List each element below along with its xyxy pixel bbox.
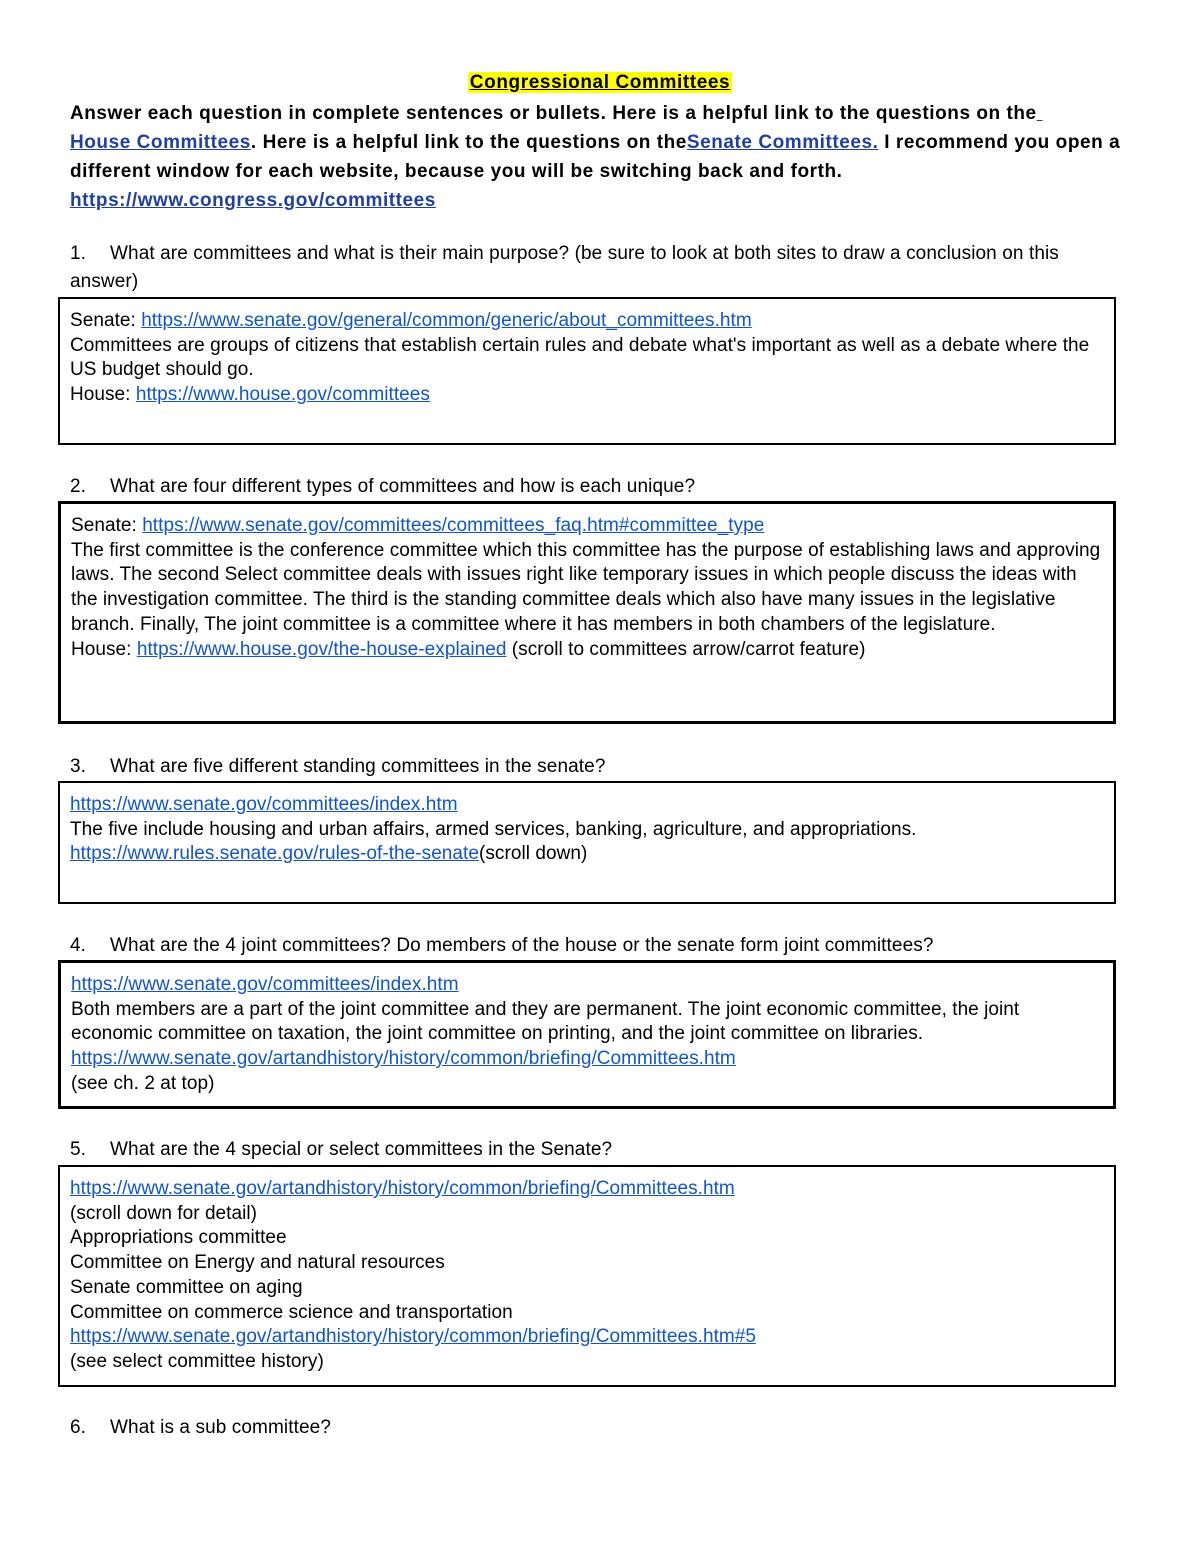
question-3: [70, 753, 1130, 781]
house-note: (scroll to committees arrow/carrot feature): [506, 638, 866, 660]
answer-text: Both members are a part of the joint committee and they are permanent. The joint economic committee, the joint economic committee on taxation, the joint committee on printing, and the joint committee on libraries.: [71, 998, 1020, 1045]
intro-text-1: Answer each question in complete sentences or bullets. Here is a helpful link to the questions on the: [70, 103, 1037, 124]
committees-briefing-link[interactable]: https://www.senate.gov/artandhistory/history/common/briefing/Committees.htm: [70, 1178, 735, 1199]
title-text: Congressional Committees: [469, 72, 731, 93]
answer-box-3[interactable]: [58, 781, 1116, 904]
congress-committees-link[interactable]: https://www.congress.gov/committees: [70, 190, 436, 211]
list-item: Senate committee on aging: [70, 1276, 303, 1298]
senate-source-line: [71, 514, 1103, 539]
question-text: What are committees and what is their main purpose? (be sure to look at both sites to draw a conclusion on this answer): [70, 243, 1059, 292]
house-link[interactable]: https://www.house.gov/committees: [135, 384, 430, 406]
question-text: What are the 4 special or select committees in the Senate?: [110, 1139, 613, 1160]
senate-label: Senate:: [71, 515, 143, 536]
list-item: Appropriations committee: [70, 1227, 287, 1249]
answer-text: Committees are groups of citizens that establish certain rules and debate what's important as well as a debate where the US budget should go.: [70, 334, 1090, 381]
answer-note: (see ch. 2 at top): [71, 1072, 215, 1094]
answer-text: The five include housing and urban affairs, armed services, banking, agriculture, and appropriations.: [70, 818, 917, 840]
question-number: 2.: [70, 476, 87, 497]
answer-note: (see select committee history): [70, 1350, 324, 1372]
select-committee-link[interactable]: https://www.senate.gov/artandhistory/history/common/briefing/Committees.htm#5: [70, 1326, 757, 1348]
question-number: 4.: [70, 935, 87, 956]
question-2: [70, 473, 1130, 501]
senate-committees-link[interactable]: Senate Committees.: [686, 132, 879, 153]
question-1: [70, 240, 1130, 296]
question-text: What are the 4 joint committees? Do members of the house or the senate form joint committees?: [110, 935, 934, 956]
page-title: [0, 70, 1200, 96]
committees-index-link[interactable]: https://www.senate.gov/committees/index.htm: [71, 974, 459, 995]
intro-text-2: . Here is a helpful link to the questions on the: [250, 132, 687, 153]
question-number: 6.: [70, 1417, 87, 1438]
question-5: [70, 1136, 1130, 1164]
committees-briefing-link[interactable]: https://www.senate.gov/artandhistory/history/common/briefing/Committees.htm: [71, 1048, 736, 1070]
question-4: [70, 932, 1130, 960]
standing-committees-link[interactable]: https://www.senate.gov/committees/index.htm: [70, 794, 458, 815]
senate-label: Senate:: [70, 310, 142, 331]
house-label: House:: [70, 384, 136, 406]
question-text: What is a sub committee?: [110, 1417, 331, 1438]
question-number: 1.: [70, 243, 87, 264]
rules-note: (scroll down): [479, 843, 588, 865]
house-source-line: [70, 383, 1104, 408]
rules-link[interactable]: https://www.rules.senate.gov/rules-of-the-senate: [70, 843, 479, 865]
intro-text-3: I recommend you open a different window for each website, because you will be switching back and forth.: [70, 132, 1121, 182]
house-source-line: [71, 638, 1103, 663]
house-label: House:: [71, 638, 137, 660]
answer-box-4[interactable]: [58, 960, 1116, 1109]
house-link[interactable]: https://www.house.gov/the-house-explained: [136, 638, 507, 660]
question-text: What are five different standing committees in the senate?: [110, 756, 606, 777]
question-6: [70, 1414, 1130, 1442]
question-number: 3.: [70, 756, 87, 777]
answer-note: (scroll down for detail): [70, 1202, 258, 1224]
house-committees-link[interactable]: House Committees: [70, 132, 251, 153]
instructions: [70, 99, 1130, 215]
list-item: Committee on commerce science and transportation: [70, 1301, 513, 1323]
senate-source-line: [70, 309, 1104, 334]
answer-box-5[interactable]: [58, 1165, 1116, 1387]
senate-link[interactable]: https://www.senate.gov/committees/committees_faq.htm#committee_type: [142, 515, 765, 536]
answer-box-2[interactable]: [58, 501, 1116, 724]
question-text: What are four different types of committees and how is each unique?: [110, 476, 696, 497]
answer-box-1[interactable]: [58, 297, 1116, 445]
question-number: 5.: [70, 1139, 87, 1160]
intro-link-spacer: [1037, 103, 1043, 124]
list-item: Committee on Energy and natural resources: [70, 1252, 445, 1274]
senate-link[interactable]: https://www.senate.gov/general/common/generic/about_committees.htm: [141, 310, 752, 331]
rules-source-line: [70, 842, 1104, 867]
answer-text: The first committee is the conference committee which this committee has the purpose of establishing laws and approving laws. The second Select committee deals with issues right like temporary issues in which people discuss the ideas with the investigation committee. The third is the standing committee deals which also have many issues in the legislative branch. Finally, The joint committee is a committee where it has members in both chambers of the legislature.: [71, 539, 1101, 635]
